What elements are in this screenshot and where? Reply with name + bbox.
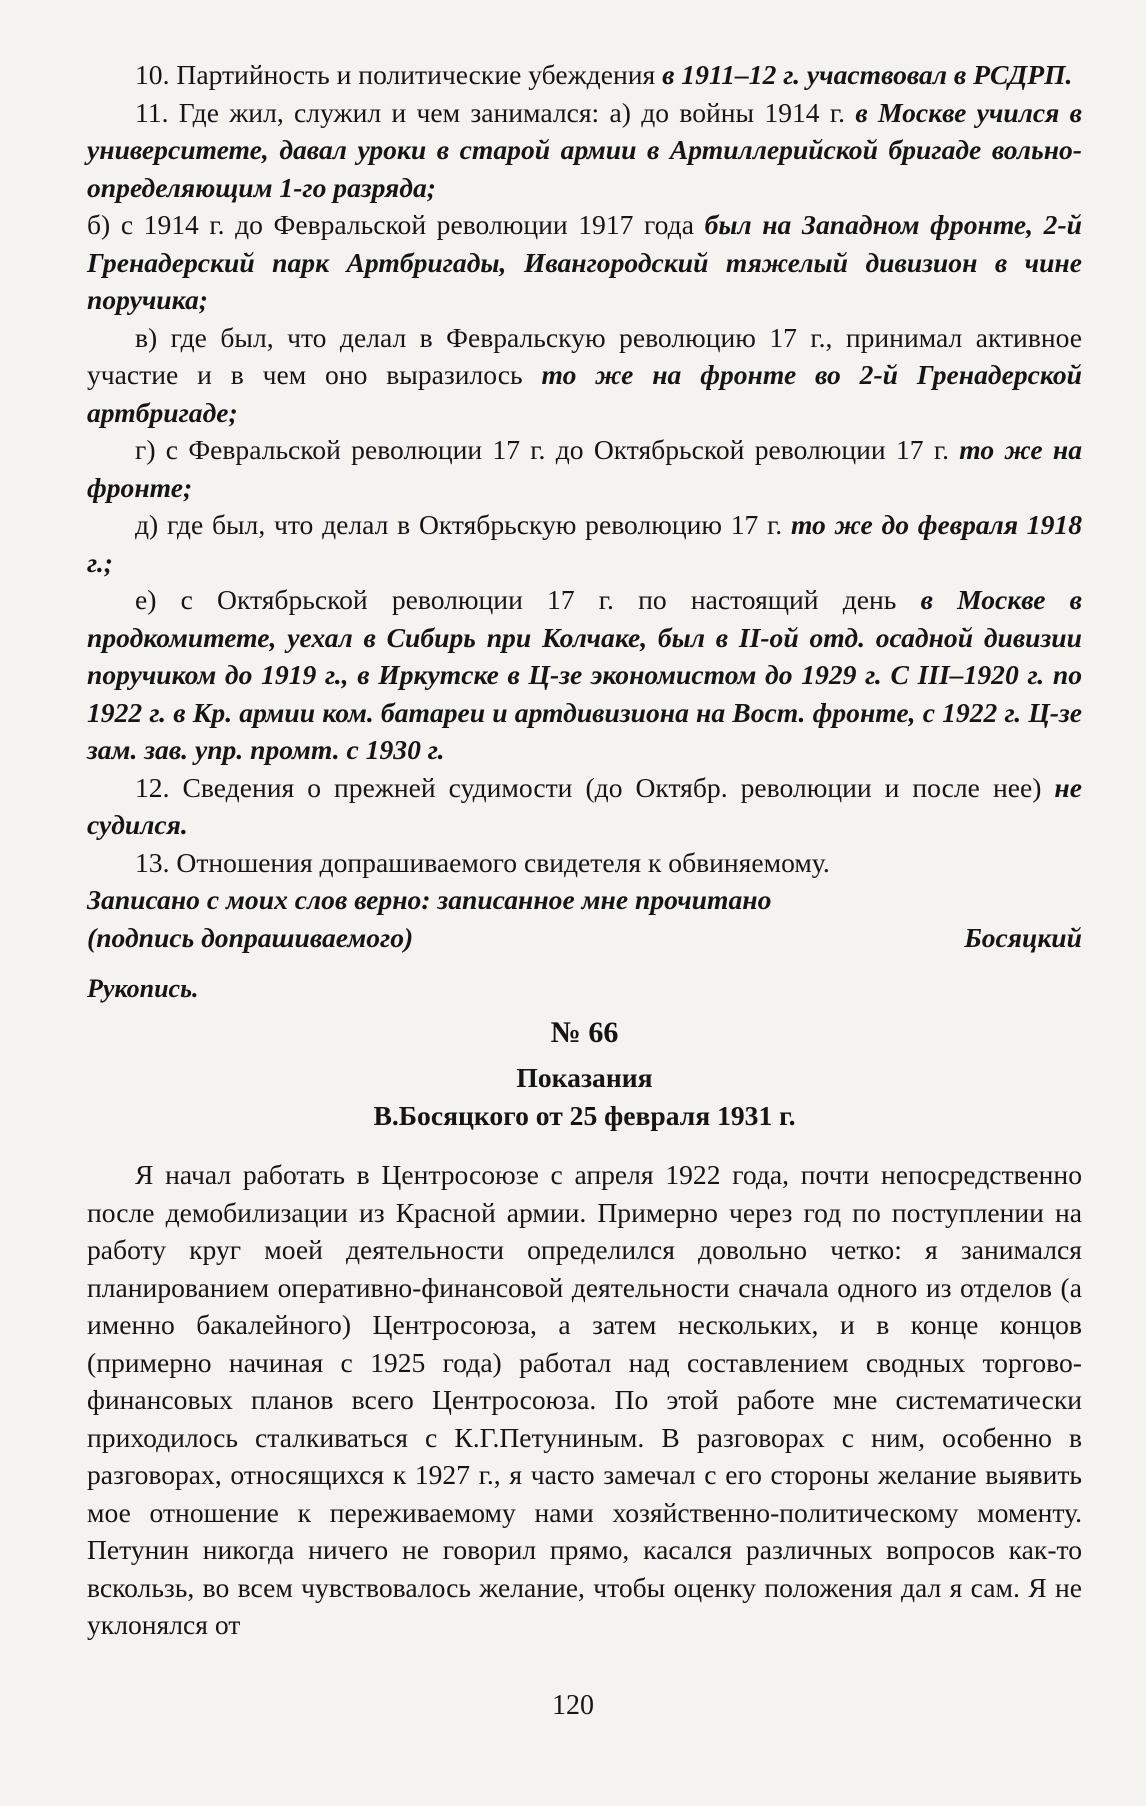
source-note: Рукопись. — [87, 974, 199, 1003]
item-11b: б) с 1914 г. до Февральской революции 1917 года был на Западном фронте, 2-й Гренадерский парк Артбригады, Ивангородский тяжелый дивизион в чине поручика; — [87, 209, 1082, 315]
item-10: 10. Партийность и политические убеждения в 1911–12 г. участвовал в РСДРП. — [135, 59, 1073, 90]
answer: то же до февраля 1918 г.; — [87, 509, 1082, 578]
answer: в Москве в продкомитете, уехал в Сибирь при Колчаке, был в II-ой отд. осадной дивизии поручиком до 1919 г., в Иркутске в Ц-зе экономистом до 1929 г. С III–1920 г. по 1922 г. в Кр. армии ком. батареи и артдивизиона на Вост. фронте, с 1922 г. Ц-зе зам. зав. упр. промт. с 1930 г. — [87, 584, 1083, 765]
answer: в 1911–12 г. участвовал в РСДРП. — [662, 59, 1073, 90]
signature-name: Босяцкий — [964, 921, 1082, 953]
answer: то же на фронте; — [87, 434, 1083, 503]
answer: был на Западном фронте, 2-й Гренадерский парк Артбригады, Ивангородский тяжелый дивизион в чине поручика; — [87, 209, 1082, 315]
document-number: № 66 — [550, 1015, 619, 1049]
signature-caption: (подпись допрашиваемого) — [87, 921, 414, 953]
item-11e: д) где был, что делал в Октябрьскую революцию 17 г. то же до февраля 1918 г.; — [87, 509, 1082, 578]
answer: не судился. — [87, 771, 1082, 840]
document-subtitle: В.Босяцкого от 25 февраля 1931 г. — [373, 1099, 796, 1131]
item-11f: е) с Октябрьской революции 17 г. по настоящий день в Москве в продкомитете, уехал в Сибирь при Колчаке, был в II-ой отд. осадной дивизии поручиком до 1919 г., в Иркутске в Ц-зе экономистом до 1929 г. С III–1920 г. по 1922 г. в Кр. армии ком. батареи и артдивизиона на Вост. фронте, с 1922 г. Ц-зе зам. зав. упр. промт. с 1930 г. — [87, 584, 1083, 765]
answer: в Москве учился в университете, давал уроки в старой армии в Артиллерийской бригаде вольно-определяющим 1-го разряда; — [87, 96, 1082, 203]
page-content — [87, 56, 1082, 1644]
answer: то же на фронте во 2-й Гренадерской артбригаде; — [87, 359, 1082, 428]
signature-line-2 — [87, 919, 1082, 957]
document-body: Я начал работать в Центросоюзе с апреля 1922 года, почти непосредственно после демобилизации из Красной армии. Примерно через год по поступлении на работу круг моей деятельности определился довольно четко: я занимался планированием оперативно-финансовой деятельности сначала одного из отделов (а именно бакалейного) Центросоюза, а затем нескольких, и в конце концов (примерно начиная с 1925 года) работал над составлением сводных торгово-финансовых планов всего Центросоюза. По этой работе мне систематически приходилось сталкиваться с К.Г.Петуниным. В разговорах с ним, особенно в разговорах, относящихся к 1927 г., я часто замечал с его стороны желание выявить мое отношение к переживаемому нами хозяйственно-политическому моменту. Петунин никогда ничего не говорил прямо, касался различных вопросов как-то вскользь, во всем чувствовалось желание, чтобы оценку положения дал я сам. Я не уклонялся от — [87, 1159, 1082, 1640]
item-11a: 11. Где жил, служил и чем занимался: а) до войны 1914 г. в Москве учился в университете, давал уроки в старой армии в Артиллерийской бригаде вольно-определяющим 1-го разряда; — [87, 96, 1082, 203]
page-number: 120 — [552, 1690, 594, 1721]
document-title: Показания — [516, 1062, 653, 1093]
item-12: 12. Сведения о прежней судимости (до Октябр. революции и после нее) не судился. — [87, 771, 1082, 840]
item-11d: г) с Февральской революции 17 г. до Октябрьской революции 17 г. то же на фронте; — [87, 434, 1083, 503]
signature-line-1: Записано с моих слов верно: записанное мне прочитано — [87, 884, 772, 915]
item-13: 13. Отношения допрашиваемого свидетеля к обвиняемому. — [135, 846, 830, 878]
item-11c: в) где был, что делал в Февральскую революцию 17 г., принимал активное участие и в чем оно выразилось то же на фронте во 2-й Гренадерской артбригаде; — [87, 321, 1082, 428]
